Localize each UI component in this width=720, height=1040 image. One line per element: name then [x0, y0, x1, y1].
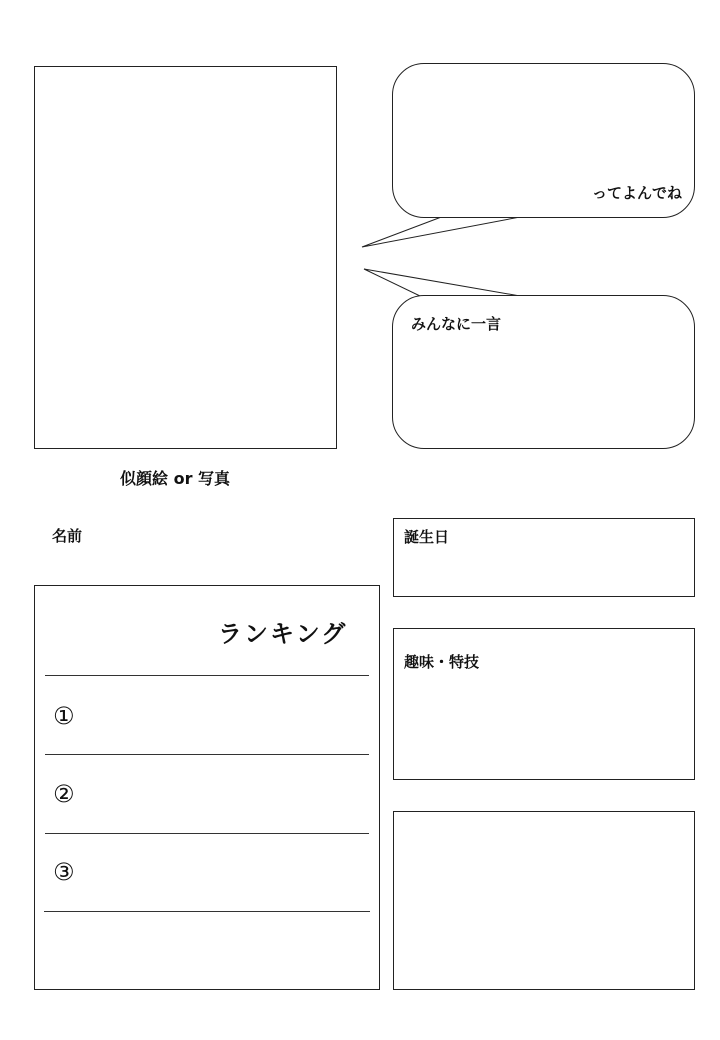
ranking-divider — [45, 675, 369, 676]
rank-item-2: ② — [53, 780, 75, 808]
hobby-box — [393, 628, 695, 780]
bottom-bubble-tail — [364, 269, 520, 296]
rank-divider-3 — [44, 911, 370, 912]
ranking-title: ランキング — [218, 620, 348, 648]
free-box — [393, 811, 695, 990]
message-bubble — [392, 295, 695, 449]
rank-item-1: ① — [53, 702, 75, 730]
portrait-caption: 似顔絵 or 写真 — [120, 469, 231, 488]
rank-item-3: ③ — [53, 858, 75, 886]
rank-divider-2 — [45, 833, 369, 834]
birthday-label: 誕生日 — [404, 528, 450, 546]
ranking-box — [34, 585, 380, 990]
nickname-suffix: ってよんでね — [591, 184, 682, 202]
nickname-bubble — [392, 63, 695, 218]
birthday-box — [393, 518, 695, 597]
rank-divider-1 — [45, 754, 369, 755]
name-label: 名前 — [52, 527, 83, 545]
message-heading: みんなに一言 — [411, 315, 502, 333]
top-bubble-tail — [362, 216, 520, 247]
hobby-label: 趣味・特技 — [404, 653, 480, 671]
